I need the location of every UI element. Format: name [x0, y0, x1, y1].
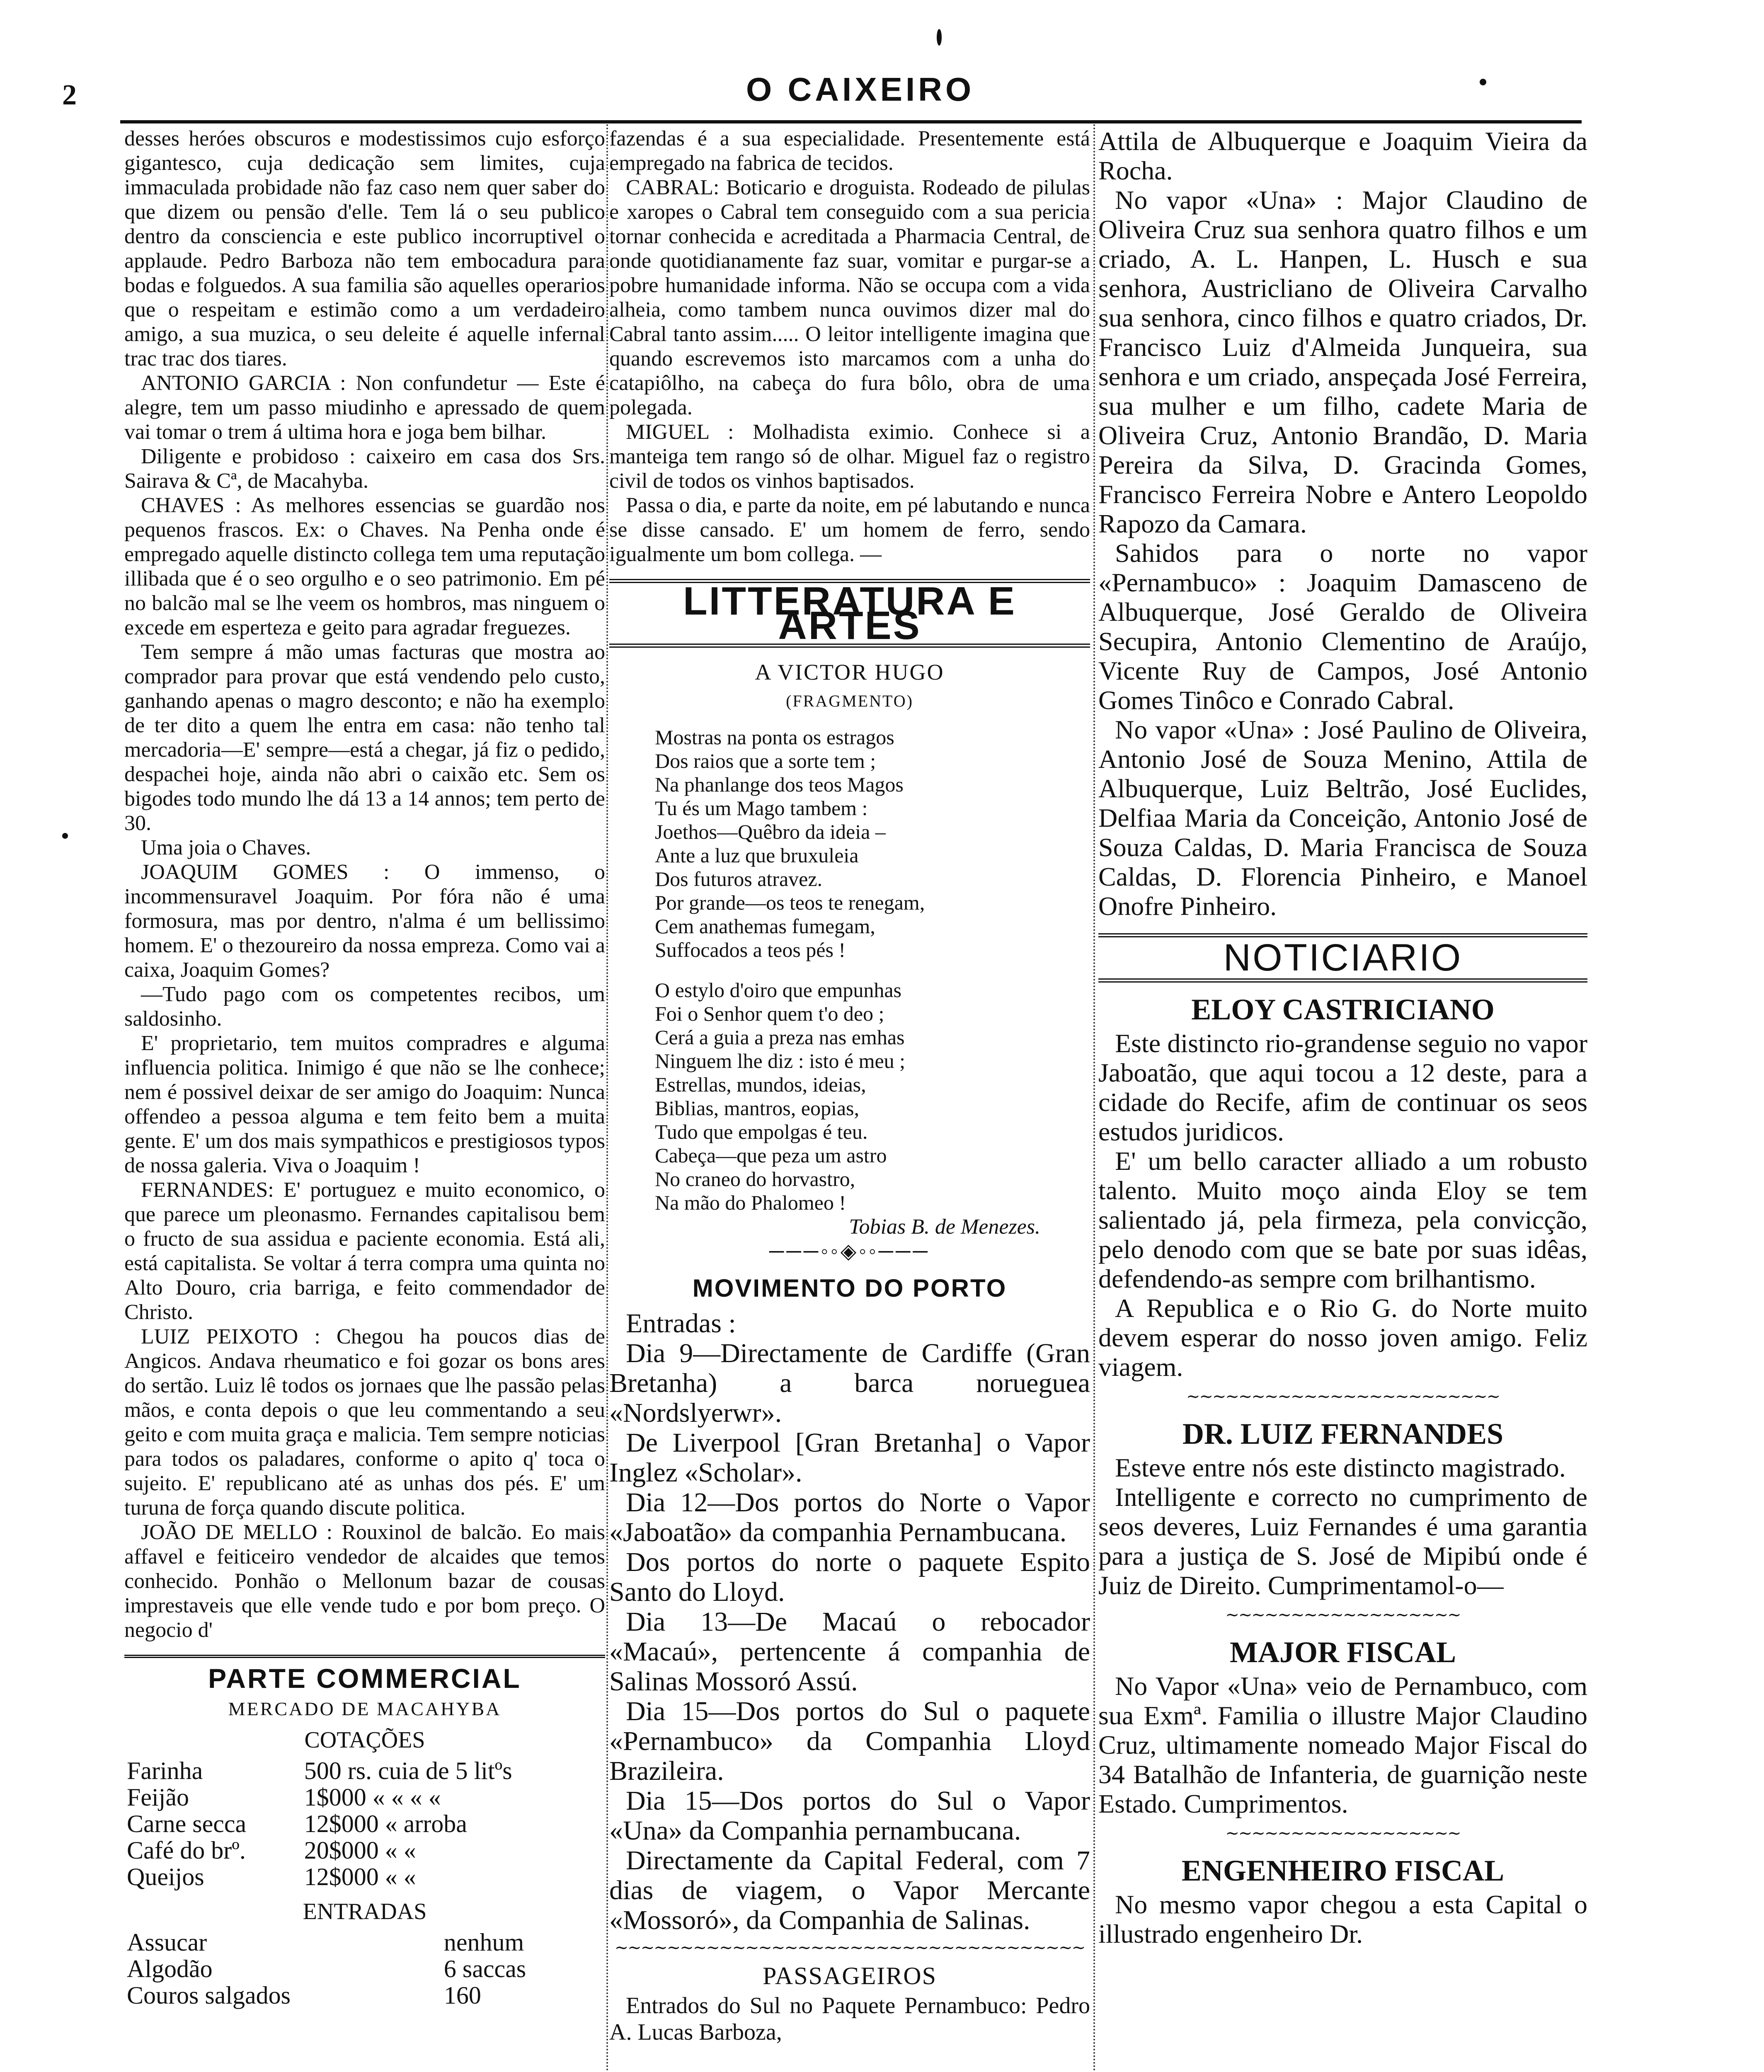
quote-item: Queijos [127, 1863, 204, 1890]
poem-line: Cerá a guia a preza nas emhas [655, 1026, 905, 1049]
column-divider [1093, 124, 1095, 2072]
port-entry: Dos portos do norte o paquete Espito Santo do Lloyd. [609, 1547, 1090, 1607]
market-table [124, 1727, 605, 2009]
market-title: MERCADO DE MACAHYBA [228, 1698, 502, 1719]
news-headline: ELOY CASTRICIANO [1191, 993, 1495, 1026]
port-intro: Entradas : [626, 1308, 736, 1339]
poem-line: Suffocados a teos pés ! [655, 938, 846, 961]
quote-item: Café do brº. [127, 1837, 246, 1864]
port-entry: Dia 12—Dos portos do Norte o Vapor «Jaboatão» da companhia Pernambucana. [609, 1487, 1090, 1547]
column-3 [1098, 126, 1587, 1949]
quote-value: 12$000 « « [304, 1863, 416, 1890]
port-section-title: MOVIMENTO DO PORTO [692, 1274, 1007, 1302]
ink-speck [1480, 79, 1486, 85]
poem-line: Cabeça—que peza um astro [655, 1144, 887, 1167]
entry-item: Couros salgados [127, 1982, 291, 2009]
poem-line: Estrellas, mundos, ideias, [655, 1073, 866, 1096]
poem-line: Ante a luz que bruxuleia [655, 844, 859, 867]
table-row [124, 1956, 605, 1982]
article-paragraph: fazendas é a sua especialidade. Presentemente está empregado na fabrica de tecidos. [609, 127, 1090, 175]
literature-section-title: LITTERATURA E ARTES [609, 579, 1090, 648]
quote-item: Farinha [127, 1757, 203, 1784]
article-paragraph: FERNANDES: E' portuguez e muito economico, o que parece um pleonasmo. Fernandes capitalisou bem o fructo de sua assidua e paciente economia. Está ali, está capitalista. Se voltar á terra compra uma quinta no Alto Douro, cria barriga, e feito commendador de Christo. [124, 1178, 605, 1324]
poem-line: Foi o Senhor quem t'o deo ; [655, 1002, 884, 1025]
column-1 [124, 126, 605, 2009]
quote-value: 20$000 « « [304, 1837, 416, 1864]
quote-value: 12$000 « arroba [304, 1810, 467, 1837]
news-paragraph: A Republica e o Rio G. do Norte muito devem esperar do nosso joven amigo. Feliz viagem. [1098, 1293, 1587, 1382]
poem-line: Tu és um Mago tambem : [655, 796, 868, 820]
port-entry: Dia 15—Dos portos do Sul o paquete «Pernambuco» da Companhia Lloyd Brazileira. [609, 1696, 1090, 1786]
article-paragraph: Diligente e probidoso : caixeiro em casa dos Srs. Sairava & Cª, de Macahyba. [124, 445, 605, 493]
quote-value: 1$000 « « « « [304, 1784, 441, 1811]
newspaper-title: O CAIXEIRO [746, 71, 975, 108]
wavy-divider: ∼∼∼∼∼∼∼∼∼∼∼∼∼∼∼∼∼∼∼∼∼∼∼∼ [1186, 1387, 1500, 1406]
table-row [124, 1982, 605, 2009]
table-row [124, 1784, 605, 1811]
poem-line: No craneo do horvastro, [655, 1167, 855, 1191]
table-row [124, 1864, 605, 1890]
ink-speck [62, 833, 68, 839]
wavy-divider: ∼∼∼∼∼∼∼∼∼∼∼∼∼∼∼∼∼∼∼∼∼∼∼∼∼∼∼∼∼∼∼∼∼∼∼∼ [614, 1938, 1085, 1957]
poem-line: Na mão do Phalomeo ! [655, 1191, 846, 1214]
news-headline: ENGENHEIRO FISCAL [1181, 1854, 1505, 1887]
port-entry: Dia 13—De Macaú o rebocador «Macaú», pertencente á companhia de Salinas Mossoró Assú. [609, 1607, 1090, 1697]
article-paragraph: No vapor «Una» : José Paulino de Oliveira, Antonio José de Souza Menino, Attila de Albuquerque, Luiz Beltrão, José Euclides, Delfiaa Maria da Conceição, Antonio José de Souza Caldas, D. Maria Francisca de Souza Caldas, D. Florencia Pinheiro, e Manoel Onofre Pinheiro. [1098, 715, 1587, 921]
news-paragraph: No mesmo vapor chegou a esta Capital o illustrado engenheiro Dr. [1098, 1890, 1587, 1949]
entries-table [124, 1929, 605, 2009]
port-entry: De Liverpool [Gran Bretanha] o Vapor Inglez «Scholar». [609, 1428, 1090, 1488]
column-divider [606, 124, 608, 2072]
poem-line: Mostras na ponta os estragos [655, 726, 894, 749]
wavy-divider: ∼∼∼∼∼∼∼∼∼∼∼∼∼∼∼∼∼∼ [1225, 1824, 1461, 1842]
port-movements [609, 1309, 1090, 1935]
passengers-text: Entrados do Sul no Paquete Pernambuco: Pedro A. Lucas Barboza, [609, 1993, 1090, 2045]
news-paragraph: Intelligente e correcto no cumprimento de seos deveres, Luiz Fernandes é uma garantia para a justiça de S. José de Mipibú onde é Juiz de Direito. Cumprimentamol-o— [1098, 1482, 1587, 1600]
poem-line: Biblias, mantros, eopias, [655, 1097, 859, 1120]
entry-value: 160 [443, 1982, 481, 2009]
article-paragraph: Tem sempre á mão umas facturas que mostra ao comprador para provar que está vendendo pelo custo, ganhando apenas o magro desconto; e não ha exemplo de ter dito a quem lhe entra em casa: não tenho tal mercadoria—E' sempre—está a chegar, já fiz o pedido, despachei hoje, ainda não abri o caixão etc. Sem os bigodes todo mundo lhe dá 13 a 14 annos; tem perto de 30. [124, 640, 605, 835]
table-row [124, 1929, 605, 1956]
passengers-title: PASSAGEIROS [763, 1962, 937, 1990]
article-paragraph: desses heróes obscuros e modestissimos cujo esforço gigantesco, cuja dedicação sem limites, cuja immaculada probidade não faz caso nem quer saber do que dizem ou pensão d'elle. Tem lá o seu publico dentro da consciencia e este publico incorruptivel o applaude. Pedro Barboza não tem embocadura para bodas e folguedos. A sua familia são aquelles operarios que o respeitam e estimão como a um verdadeiro amigo, a sua muzica, o seu deleite é aquelle infernal trac trac dos tiares. [124, 127, 605, 370]
quote-item: Feijão [127, 1784, 189, 1811]
article-paragraph: Passa o dia, e parte da noite, em pé labutando e nunca se disse cansado. E' um homem de ferro, sendo igualmente um bom collega. — [609, 494, 1090, 566]
poem-line: Joethos—Quêbro da ideia – [655, 820, 886, 843]
commercial-section-title: PARTE COMMERCIAL [208, 1663, 521, 1694]
news-paragraph: No Vapor «Una» veio de Pernambuco, com sua Exmª. Familia o illustre Major Claudino Cruz, ultimamente nomeado Major Fiscal do 34 Batalhão de Infanteria, de guarnição neste Estado. Cumprimentos. [1098, 1671, 1587, 1818]
article-paragraph: Attila de Albuquerque e Joaquim Vieira da Rocha. [1098, 126, 1587, 185]
news-headline: MAJOR FISCAL [1229, 1636, 1456, 1669]
article-paragraph: Sahidos para o norte no vapor «Pernambuco» : Joaquim Damasceno de Albuquerque, José Geraldo de Oliveira Secupira, Antonio Clementino de Araújo, Vicente Ruy de Campos, José Antonio Gomes Tinôco e Conrado Cabral. [1098, 538, 1587, 715]
section-rule [124, 1655, 605, 1658]
news-paragraph: Este distincto rio-grandense seguio no vapor Jaboatão, que aqui tocou a 12 deste, para a cidade do Recife, afim de continuar os seos estudos juridicos. [1098, 1029, 1587, 1146]
quotes-table [124, 1757, 605, 1890]
table-row [124, 1811, 605, 1837]
quotes-title: COTAÇÕES [304, 1727, 425, 1753]
entries-title: ENTRADAS [303, 1899, 427, 1924]
poem-line: Na phanlange dos teos Magos [655, 773, 904, 796]
article-paragraph: E' proprietario, tem muitos compradres e alguma influencia politica. Inimigo é que não se lhe conhece; nem é possivel deixar de ser amigo do Joaquim: Nunca offendeo a pessoa alguma e tem feito bem a muita gente. E' um dos mais sympathicos e prestigiosos typos de nossa galeria. Viva o Joaquim ! [124, 1031, 605, 1177]
port-entry: Dia 9—Directamente de Cardiffe (Gran Bretanha) a barca norueguea «Nordslyerwr». [609, 1338, 1090, 1428]
poem-stanza-2 [609, 978, 1090, 1215]
ink-speck [937, 29, 942, 46]
entry-item: Assucar [127, 1929, 207, 1956]
news-paragraph: Esteve entre nós este distincto magistrado. [1115, 1453, 1566, 1482]
article-paragraph: MIGUEL : Molhadista eximio. Conhece si a manteiga tem rango só de olhar. Miguel faz o registro civil de todos os vinhos baptisados. [609, 420, 1090, 493]
poem-note: (FRAGMENTO) [786, 692, 914, 710]
poem-line: Cem anathemas fumegam, [655, 915, 875, 938]
article-paragraph: —Tudo pago com os competentes recibos, um saldosinho. [124, 983, 605, 1031]
article-paragraph: JOAQUIM GOMES : O immenso, o incommensuravel Joaquim. Por fóra não é uma formosura, mas por dentro, n'alma é um bellissimo homem. E' o thezoureiro da nossa empreza. Como vai a caixa, Joaquim Gomes? [124, 860, 605, 982]
article-paragraph: JOÃO DE MELLO : Rouxinol de balcão. Eo mais affavel e feiticeiro vendedor de alcaides que temos conhecido. Ponhão o Mellonum bazar de cousas imprestaveis que elle vende tudo e por bom preço. O negocio d' [124, 1520, 605, 1642]
header-rule [120, 120, 1582, 123]
news-headline: DR. LUIZ FERNANDES [1182, 1417, 1504, 1450]
news-paragraph: E' um bello caracter alliado a um robusto talento. Muito moço ainda Eloy se tem salientado já, pela firmeza, pela convicção, pelo denodo com que se bate por suas idêas, defendendo-as sempre com brilhantismo. [1098, 1146, 1587, 1293]
poem-stanza-1 [609, 726, 1090, 962]
page-number: 2 [62, 79, 77, 111]
poem-line: Dos raios que a sorte tem ; [655, 749, 876, 772]
news-section-title: NOTICIARIO [1098, 933, 1587, 983]
table-row [124, 1837, 605, 1864]
wavy-divider: ∼∼∼∼∼∼∼∼∼∼∼∼∼∼∼∼∼∼ [1225, 1605, 1461, 1624]
article-paragraph: No vapor «Una» : Major Claudino de Oliveira Cruz sua senhora quatro filhos e um criado, A. L. Hanpen, L. Husch e sua senhora, Austricliano de Oliveira Carvalho sua senhora, cinco filhos e quatro criados, Dr. Francisco Luiz d'Almeida Junqueira, sua senhora e um criado, anspeçada José Ferreira, sua mulher e um filho, cadete Maria de Oliveira Cruz, Antonio Brandão, D. Maria Pereira da Silva, D. Gracinda Gomes, Francisco Ferreira Nobre e Antero Leopoldo Rapozo da Camara. [1098, 185, 1587, 538]
article-paragraph: CABRAL: Boticario e droguista. Rodeado de pilulas e xaropes o Cabral tem conseguido com a sua pericia tornar conhecida e acreditada a Pharmacia Central, de onde quotidianamente faz suar, vomitar e purgar-se a pobre humanidade informa. Não se occupa com a vida alheia, como tambem nunca ouvimos dizer mal do Cabral tanto assim..... O leitor intelligente imagina que quando escrevemos isto marcamos com a unha do catapiôlho, na cabeça do fura bôlo, obra de uma polegada. [609, 176, 1090, 419]
poem-line: Tudo que empolgas é teu. [655, 1120, 868, 1143]
poem-signature: Tobias B. de Menezes. [849, 1215, 1040, 1239]
poem-dedication: A VICTOR HUGO [755, 660, 945, 685]
entry-value: 6 saccas [443, 1955, 526, 1982]
ornament-divider: ───◦◦◈◦◦─── [769, 1239, 930, 1263]
poem-line: Por grande—os teos te renegam, [655, 891, 925, 914]
poem-line: O estylo d'oiro que empunhas [655, 978, 902, 1002]
quote-value: 500 rs. cuia de 5 litºs [304, 1757, 512, 1784]
poem-line: Ninguem lhe diz : isto é meu ; [655, 1049, 906, 1072]
table-row [124, 1757, 605, 1784]
port-entry: Dia 15—Dos portos do Sul o Vapor «Una» da Companhia pernambucana. [609, 1786, 1090, 1846]
article-paragraph: LUIZ PEIXOTO : Chegou ha poucos dias de Angicos. Andava rheumatico e foi gozar os bons ares do sertão. Luiz lê todos os jornaes que lhe passão pelas mãos, e conta depois o que leu commentando a seu geito e com muita graça e malicia. Tem sempre noticias para todos os paladares, conforme o apito q' toca o sujeito. E' republicano até as unhas dos pés. E' um turuna de força quando discute politica. [124, 1325, 605, 1520]
entry-value: nenhum [443, 1929, 524, 1956]
article-paragraph: CHAVES : As melhores essencias se guardão nos pequenos frascos. Ex: o Chaves. Na Penha onde é empregado aquelle distincto collega tem uma reputação illibada que é o seo orgulho e o seo patrimonio. Em pé no balcão mal se lhe veem os hombros, mas ninguem o excede em esperteza e geito para agradar freguezes. [124, 494, 605, 639]
port-entry: Directamente da Capital Federal, com 7 dias de viagem, o Vapor Mercante «Mossoró», da Companhia de Salinas. [609, 1845, 1090, 1935]
column-2 [609, 126, 1090, 2045]
article-paragraph: ANTONIO GARCIA : Non confundetur — Este é alegre, tem um passo miudinho e apressado de quem vai tomar o trem á ultima hora e joga bem bilhar. [124, 371, 605, 444]
quote-item: Carne secca [127, 1810, 247, 1837]
article-paragraph: Uma joia o Chaves. [141, 836, 311, 859]
poem-line: Dos futuros atravez. [655, 867, 823, 891]
entry-item: Algodão [127, 1955, 213, 1982]
